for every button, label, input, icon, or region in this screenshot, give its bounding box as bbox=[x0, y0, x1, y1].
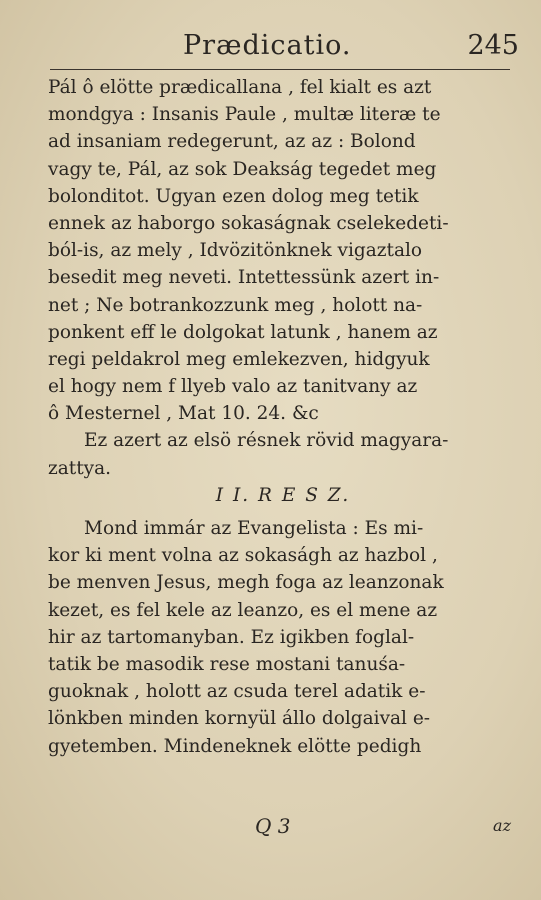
page-footer bbox=[0, 814, 541, 844]
text-line: ad insaniam redegerunt, az az : Bolond bbox=[48, 131, 416, 153]
text-line: Pál ô elötte prædicallana , fel kialt es azt bbox=[48, 77, 432, 98]
body-text bbox=[48, 74, 518, 760]
header-rule bbox=[50, 69, 510, 70]
text-line: ô Mesternel , Mat 10. 24. &c bbox=[48, 403, 319, 425]
text-line: kor ki ment volna az sokaságh az hazbol , bbox=[48, 545, 438, 567]
page-header bbox=[0, 30, 541, 66]
text-line: net ; Ne botrankozzunk meg , holott na- bbox=[48, 294, 423, 316]
text-line: Ez azert az elsö résnek rövid magyara- bbox=[84, 430, 449, 452]
running-head: Prædicatio. bbox=[183, 30, 352, 61]
text-line: guoknak , holott az csuda terel adatik e- bbox=[48, 681, 426, 703]
text-line: ponkent eff le dolgokat latunk , hanem az bbox=[48, 321, 438, 343]
text-line: kezet, es fel kele az leanzo, es el mene az bbox=[48, 599, 438, 621]
text-line: be menven Jesus, megh foga az leanzonak bbox=[48, 572, 444, 594]
text-line: regi peldakrol meg emlekezven, hidgyuk bbox=[48, 348, 430, 370]
text-line: tatik be masodik rese mostani tanuśa- bbox=[48, 653, 406, 675]
text-line: lönkben minden kornyül állo dolgaival e- bbox=[48, 708, 431, 730]
text-line: gyetemben. Mindeneknek elötte pedigh bbox=[48, 735, 422, 757]
text-line: hir az tartomanyban. Ez igikben foglal- bbox=[48, 626, 415, 648]
text-line: mondgya : Insanis Paule , multæ literæ te bbox=[48, 104, 441, 126]
text-line: besedit meg neveti. Intettessünk azert in- bbox=[48, 267, 440, 289]
page-number: 245 bbox=[467, 30, 519, 61]
text-line: ennek az haborgo sokaságnak cselekedeti- bbox=[48, 212, 449, 234]
catchword: az bbox=[493, 816, 511, 835]
text-line: ból-is, az mely , Idvözitönknek vigaztalo bbox=[48, 240, 423, 262]
text-line: vagy te, Pál, az sok Deakság tegedet meg bbox=[48, 158, 437, 180]
text-line: el hogy nem f llyeb valo az tanitvany az bbox=[48, 376, 418, 398]
text-line: zattya. bbox=[48, 457, 112, 479]
section-heading: I I. R E S Z. bbox=[215, 484, 351, 506]
text-line: bolonditot. Ugyan ezen dolog meg tetik bbox=[48, 185, 419, 207]
text-line: Mond immár az Evangelista : Es mi- bbox=[84, 518, 424, 539]
signature-mark: Q 3 bbox=[255, 814, 291, 838]
